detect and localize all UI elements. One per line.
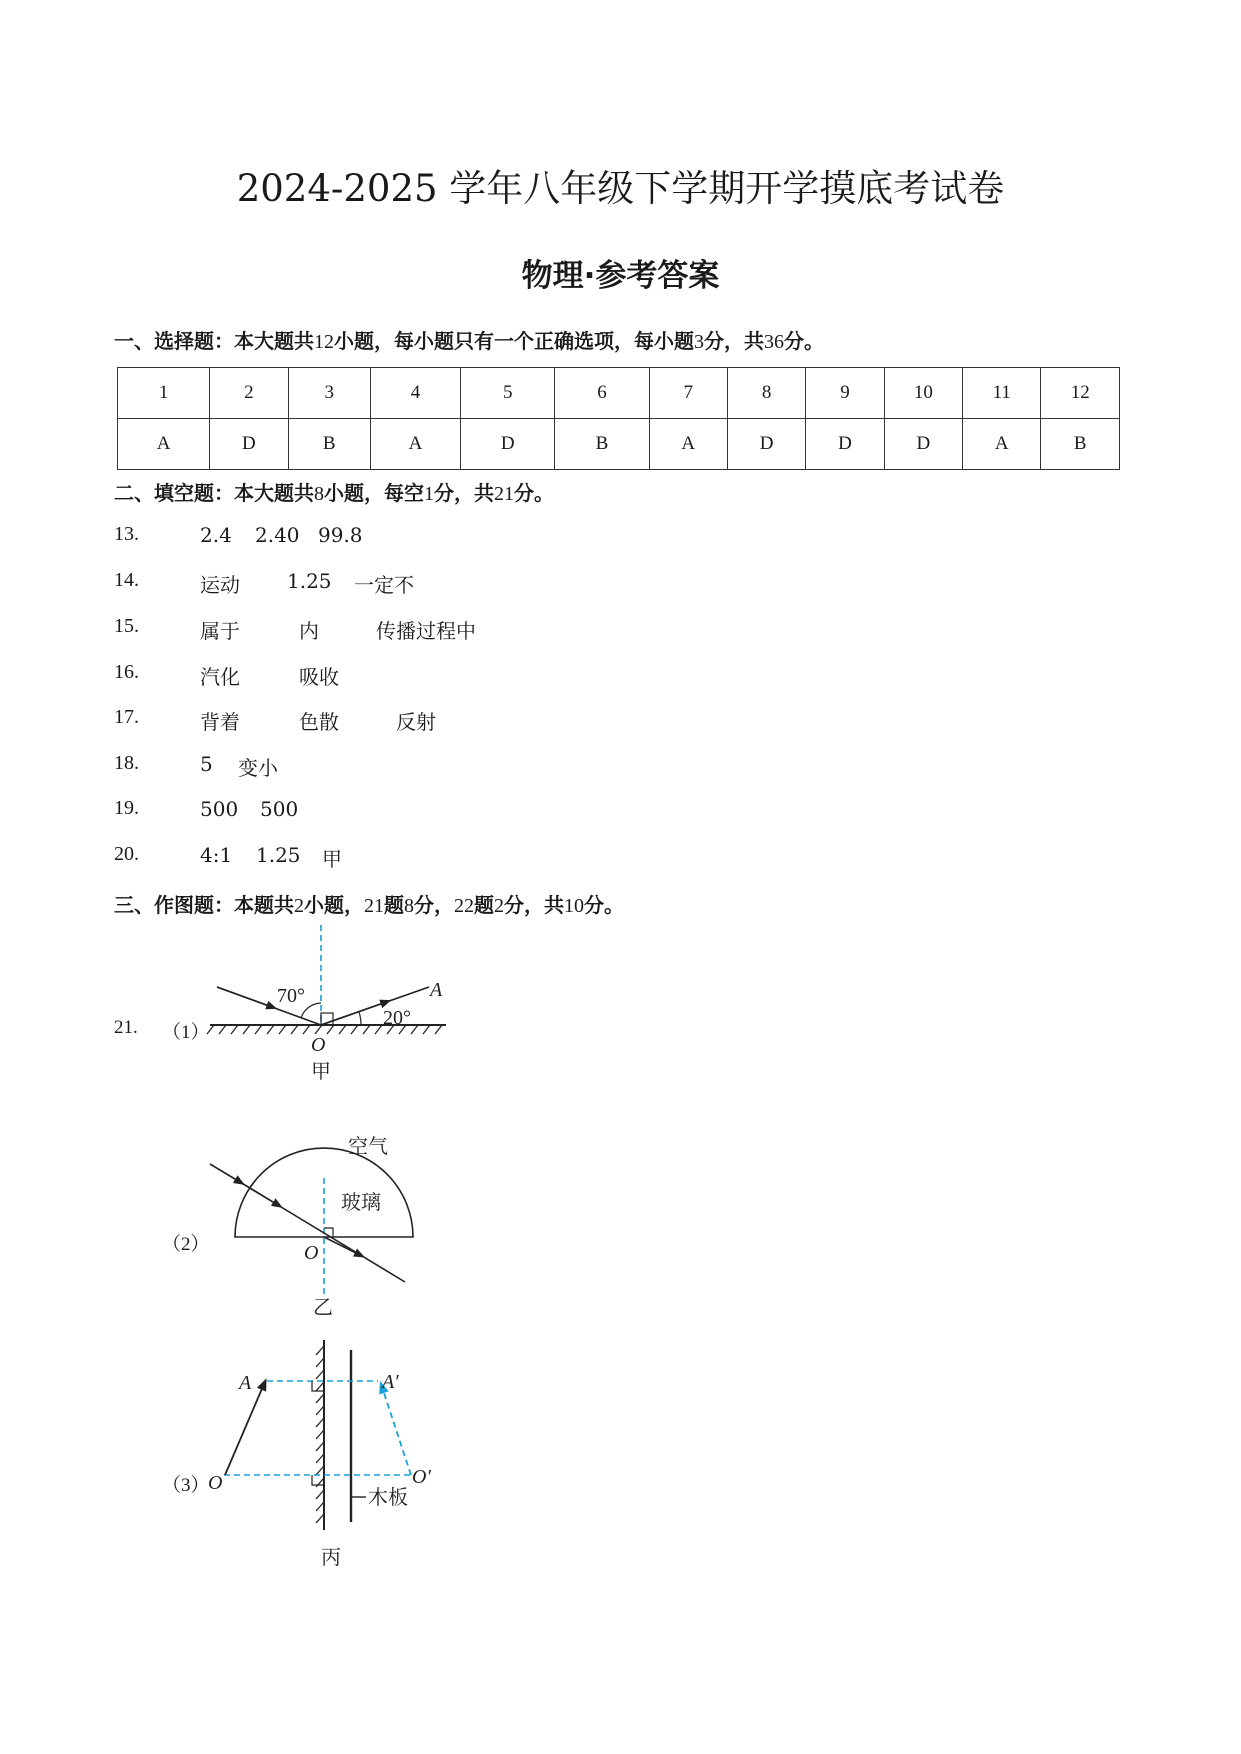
light-ray xyxy=(210,1164,405,1282)
air-label: 空气 xyxy=(348,1134,388,1158)
table-cell: 12 xyxy=(1041,368,1120,419)
point-a-label: A xyxy=(239,1372,252,1394)
table-cell: 4 xyxy=(370,368,460,419)
table-cell: A xyxy=(370,419,460,470)
angle-label-20: 20° xyxy=(383,1007,411,1029)
table-cell: B xyxy=(288,419,370,470)
table-cell: A xyxy=(649,419,727,470)
figure-caption-yi: 乙 xyxy=(313,1295,333,1319)
point-o-label: O xyxy=(208,1472,223,1494)
point-a-label: A xyxy=(430,979,443,1001)
incident-ray xyxy=(217,987,321,1025)
part-3-label: （3） xyxy=(162,1475,210,1496)
table-cell: D xyxy=(884,419,962,470)
table-cell: B xyxy=(1041,419,1120,470)
image-arrow xyxy=(382,1387,411,1475)
table-row-numbers xyxy=(118,368,1120,419)
section-fill-heading: 二、填空题：本大题共8小题，每空1分，共21分。 xyxy=(114,481,554,505)
part-2-label: （2） xyxy=(162,1234,210,1255)
point-o-image-label: O′ xyxy=(412,1466,431,1488)
table-cell: D xyxy=(210,419,288,470)
glass-label: 玻璃 xyxy=(341,1190,381,1214)
table-cell: B xyxy=(555,419,649,470)
reflected-ray xyxy=(321,987,429,1025)
table-cell: 11 xyxy=(963,368,1041,419)
table-cell: 9 xyxy=(806,368,884,419)
table-cell: A xyxy=(118,419,210,470)
plane-mirror xyxy=(316,1340,324,1530)
table-cell: A xyxy=(963,419,1041,470)
table-cell: 5 xyxy=(461,368,555,419)
figure-caption-jia: 甲 xyxy=(311,1059,331,1083)
point-a-image-label: A′ xyxy=(382,1371,399,1393)
board-label: 木板 xyxy=(368,1485,408,1509)
angle-label-70: 70° xyxy=(277,985,305,1007)
table-cell: 6 xyxy=(555,368,649,419)
section-drawing-heading: 三、作图题：本题共2小题，21题8分，22题2分，共10分。 xyxy=(114,893,624,917)
table-cell: 8 xyxy=(727,368,805,419)
table-cell: D xyxy=(461,419,555,470)
figure-plane-mirror xyxy=(200,1340,460,1580)
question-21-number: 21. xyxy=(114,1017,138,1038)
section-choice-heading: 一、选择题：本大题共12小题，每小题只有一个正确选项，每小题3分，共36分。 xyxy=(114,329,824,353)
table-cell: D xyxy=(806,419,884,470)
angle-arc-20 xyxy=(359,1012,361,1025)
point-o-label: O xyxy=(304,1242,319,1264)
page-title: 2024-2025 学年八年级下学期开学摸底考试卷 xyxy=(236,167,1005,210)
choice-answer-table xyxy=(117,367,1120,470)
object-arrow xyxy=(225,1384,264,1475)
table-cell: 10 xyxy=(884,368,962,419)
figure-caption-bing: 丙 xyxy=(321,1545,341,1569)
table-row-answers xyxy=(118,419,1120,470)
point-o-label: O xyxy=(311,1034,326,1056)
table-cell: 3 xyxy=(288,368,370,419)
figure-reflection xyxy=(200,925,460,1095)
figure-refraction xyxy=(200,1125,430,1325)
table-cell: 7 xyxy=(649,368,727,419)
table-cell: D xyxy=(727,419,805,470)
page-subtitle: 物理·参考答案 xyxy=(521,258,720,294)
part-1-label: （1） xyxy=(162,1022,210,1043)
table-cell: 1 xyxy=(118,368,210,419)
table-cell: 2 xyxy=(210,368,288,419)
